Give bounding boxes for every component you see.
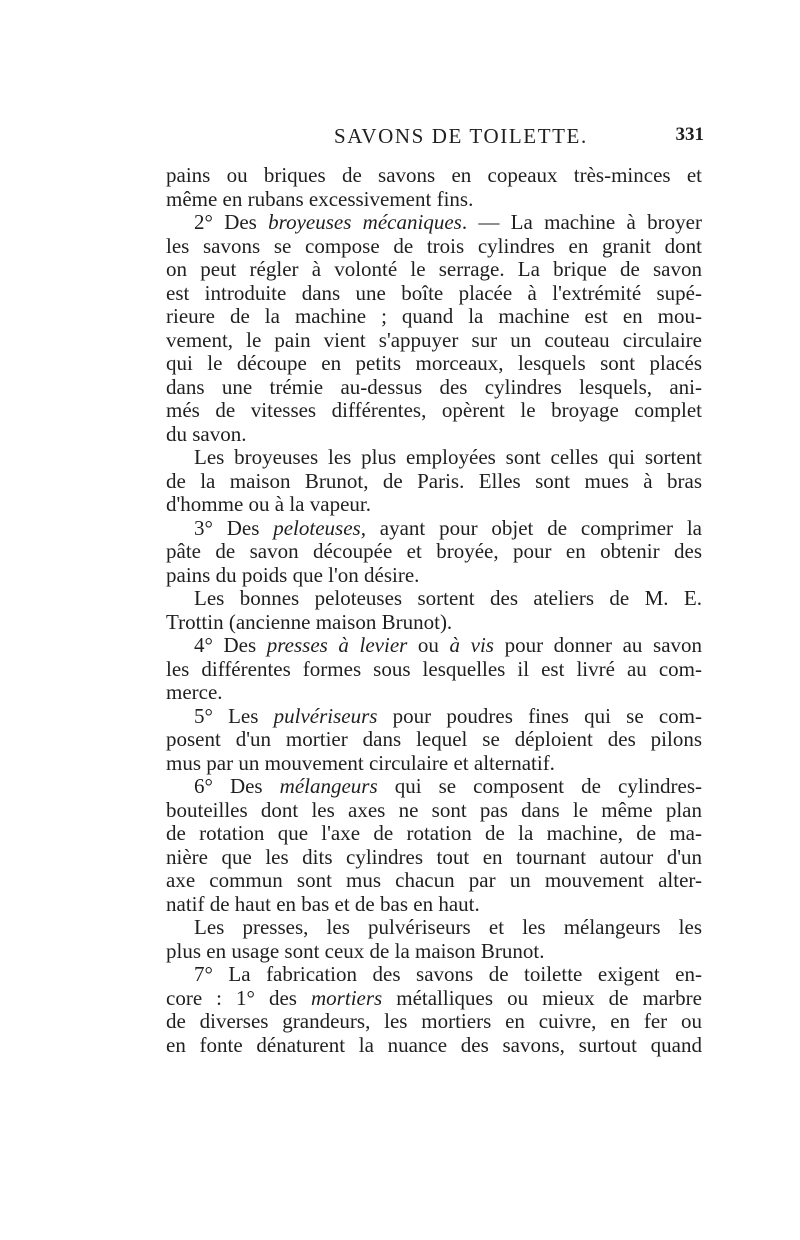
text-run: ayant pour objet de comprimer la <box>365 515 702 540</box>
text-line <box>166 869 702 893</box>
text-run: Les bonnes peloteuses sortent des ateliers de M. E. <box>194 586 702 610</box>
text-run: pour donner au savon <box>493 633 703 657</box>
text-line <box>166 587 702 611</box>
text-run: de la maison Brunot, de Paris. Elles sont mues à bras <box>166 468 702 493</box>
text-line <box>166 963 702 987</box>
text-line <box>166 493 702 517</box>
text-run: ou <box>407 633 450 657</box>
text-run: métalliques ou mieux de marbre <box>382 985 702 1010</box>
text-run: Les broyeuses les plus employées sont celles qui sortent <box>194 445 702 469</box>
text-run: posent d'un mortier dans lequel se déploient des pilons <box>166 727 702 751</box>
text-line <box>166 376 702 400</box>
emphasized-term: à vis <box>449 633 494 657</box>
text-line <box>166 611 702 635</box>
text-line <box>166 470 702 494</box>
text-line <box>166 188 702 212</box>
text-run: qui se composent de cylindres- <box>377 774 702 798</box>
text-run: de diverses grandeurs, les mortiers en cuivre, en fer ou <box>166 1009 702 1033</box>
text-line <box>166 1010 702 1034</box>
text-line <box>166 164 702 188</box>
text-line <box>166 423 702 447</box>
text-line <box>166 705 702 729</box>
text-line <box>166 305 702 329</box>
text-line <box>166 775 702 799</box>
text-line <box>166 1034 702 1058</box>
text-run: pains ou briques de savons en copeaux très-minces et <box>166 163 702 187</box>
text-run: de rotation que l'axe de rotation de la machine, de ma- <box>166 821 702 845</box>
text-run: 5° Les <box>194 703 274 728</box>
text-run: qui le découpe en petits morceaux, lesquels sont placés <box>166 351 702 375</box>
text-run: core : 1° des <box>166 985 312 1010</box>
emphasized-term: pulvériseurs <box>273 703 378 728</box>
text-run: pâte de savon découpée et broyée, pour en obtenir des <box>166 539 702 563</box>
text-line <box>166 399 702 423</box>
text-line <box>166 728 702 752</box>
body-text <box>166 164 702 1057</box>
text-run: d'homme ou à la vapeur. <box>166 492 371 516</box>
text-run: bouteilles dont les axes ne sont pas dans le même plan <box>166 797 702 822</box>
text-run: est introduite dans une boîte placée à l'extrémité supé- <box>166 280 702 305</box>
page-header <box>166 124 714 154</box>
text-line <box>166 211 702 235</box>
text-line <box>166 681 702 705</box>
page-number: 331 <box>675 124 704 145</box>
text-run: 4° Des <box>194 633 267 657</box>
text-line <box>166 799 702 823</box>
text-line <box>166 822 702 846</box>
emphasized-term: mortiers <box>311 985 383 1010</box>
emphasized-term: mélangeurs <box>279 774 378 798</box>
text-line <box>166 352 702 376</box>
text-run: dans une trémie au-dessus des cylindres lesquels, ani- <box>166 374 702 399</box>
text-run: Trottin (ancienne maison Brunot). <box>166 609 453 634</box>
text-line <box>166 517 702 541</box>
text-run: plus en usage sont ceux de la maison Brunot. <box>166 938 545 963</box>
text-line <box>166 916 702 940</box>
text-run: natif de haut en bas et de bas en haut. <box>166 891 480 916</box>
text-run: rieure de la machine ; quand la machine est en mou- <box>166 304 702 328</box>
text-line <box>166 540 702 564</box>
emphasized-term: presses à levier <box>266 633 408 657</box>
text-line <box>166 987 702 1011</box>
text-run: du savon. <box>166 421 247 446</box>
emphasized-term: broyeuses mécaniques <box>268 210 462 234</box>
text-line <box>166 752 702 776</box>
text-run: même en rubans excessivement fins. <box>166 186 474 211</box>
text-run: 3° Des <box>194 515 274 540</box>
text-run: mus par un mouvement circulaire et alternatif. <box>166 750 555 775</box>
text-run: vement, le pain vient s'appuyer sur un couteau circulaire <box>166 327 702 352</box>
text-run: . — La machine à broyer <box>461 210 702 234</box>
text-run: pour poudres fines qui se com- <box>377 703 702 728</box>
text-line <box>166 846 702 870</box>
text-line <box>166 940 702 964</box>
text-run: més de vitesses différentes, opèrent le broyage complet <box>166 398 702 422</box>
text-line <box>166 235 702 259</box>
running-title: SAVONS DE TOILETTE. <box>334 124 588 148</box>
text-run: nière que les dits cylindres tout en tournant autour d'un <box>166 844 702 869</box>
text-line <box>166 893 702 917</box>
text-line <box>166 329 702 353</box>
text-line <box>166 658 702 682</box>
text-line <box>166 282 702 306</box>
text-run: 7° La fabrication des savons de toilette exigent en- <box>194 962 702 986</box>
text-run: 6° Des <box>194 774 280 798</box>
text-line <box>166 258 702 282</box>
text-run: les différentes formes sous lesquelles il est livré au com- <box>166 656 702 681</box>
text-line <box>166 446 702 470</box>
text-run: axe commun sont mus chacun par un mouvement alter- <box>166 868 702 892</box>
text-run: en fonte dénaturent la nuance des savons, surtout quand <box>166 1032 702 1057</box>
text-run: les savons se compose de trois cylindres en granit dont <box>166 233 702 258</box>
text-run: on peut régler à volonté le serrage. La brique de savon <box>166 257 702 281</box>
text-run: Les presses, les pulvériseurs et les mélangeurs les <box>194 915 702 939</box>
emphasized-term: peloteuses, <box>273 515 366 540</box>
text-line <box>166 564 702 588</box>
text-run: 2° Des <box>194 210 269 234</box>
text-run: merce. <box>166 680 223 704</box>
text-line <box>166 634 702 658</box>
text-run: pains du poids que l'on désire. <box>166 562 420 587</box>
